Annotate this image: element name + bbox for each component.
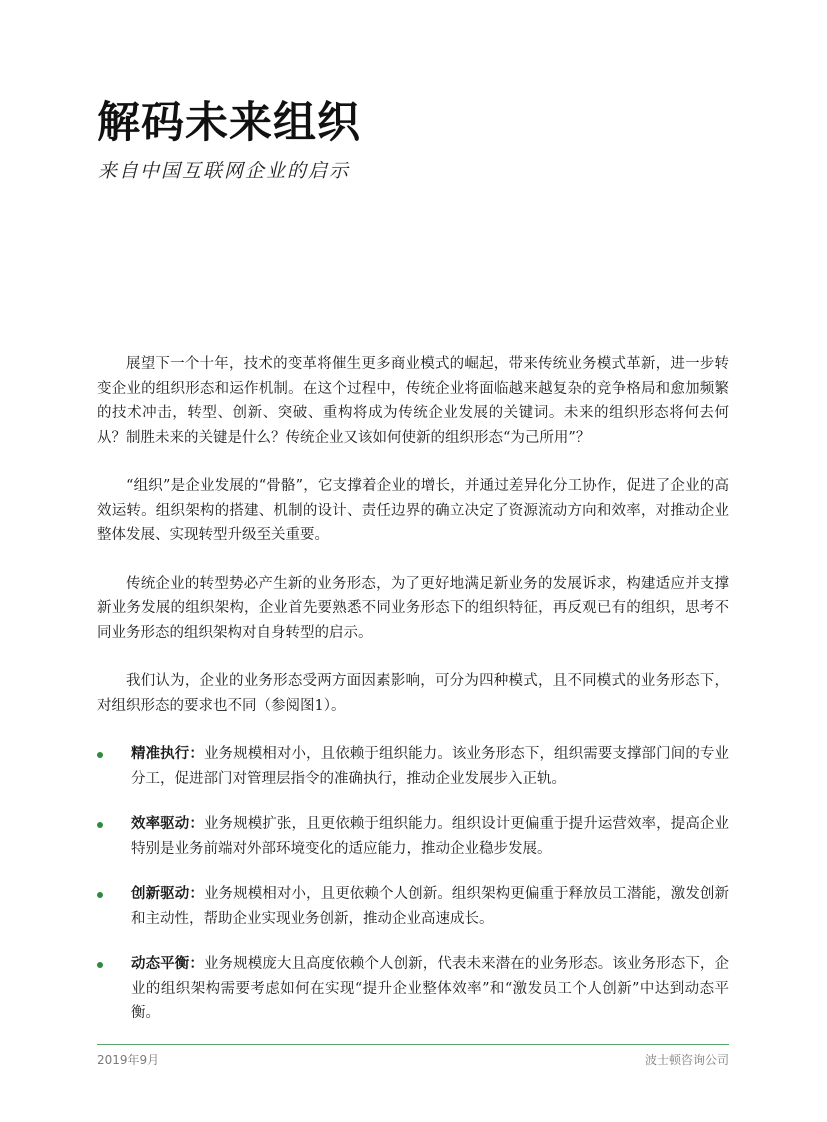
bullet-dot-icon	[97, 822, 103, 828]
bullet-text: 业务规模相对小，且依赖于组织能力。该业务形态下，组织需要支撑部门间的专业分工，促进部门对管理层指令的准确执行，推动企业发展步入正轨。	[131, 746, 729, 787]
paragraph-organization: “组织”是企业发展的“骨骼”，它支撑着企业的增长，并通过差异化分工协作，促进了企业的高效运转。组织架构的搭建、机制的设计、责任边界的确立决定了资源流动方向和效率，对推动企业整体发展、实现转型升级至关重要。	[97, 478, 729, 543]
list-item	[97, 882, 729, 931]
paragraph-intro: 展望下一个十年，技术的变革将催生更多商业模式的崛起，带来传统业务模式革新，进一步转变企业的组织形态和运作机制。在这个过程中，传统企业将面临越来越复杂的竞争格局和愈加频繁的技术冲击，转型、创新、突破、重构将成为传统企业发展的关键词。未来的组织形态将何去何从？制胜未来的关键是什么？传统企业又该如何使新的组织形态“为己所用”？	[97, 356, 729, 446]
page-subtitle: 来自中国互联网企业的启示	[98, 160, 351, 182]
paragraph-four-modes: 我们认为，企业的业务形态受两方面因素影响，可分为四种模式，且不同模式的业务形态下，对组织形态的要求也不同（参阅图1）。	[97, 673, 729, 714]
bullet-text: 业务规模扩张，且更依赖于组织能力。组织设计更偏重于提升运营效率，提高企业特别是业务前端对外部环境变化的适应能力，推动企业稳步发展。	[131, 816, 729, 857]
page-title: 解码未来组织	[97, 98, 361, 148]
bullet-text: 业务规模庞大且高度依赖个人创新，代表未来潜在的业务形态。该业务形态下，企业的组织架构需要考虑如何在实现“提升企业整体效率”和“激发员工个人创新”中达到动态平衡。	[131, 956, 729, 1021]
bullet-term: 效率驱动：	[131, 815, 204, 832]
list-item	[97, 812, 729, 861]
bullet-dot-icon	[97, 962, 103, 968]
footer-company: 波士顿咨询公司	[644, 1053, 729, 1067]
footer-date: 2019年9月	[97, 1053, 160, 1067]
body-content	[97, 352, 729, 1047]
bullet-dot-icon	[97, 892, 103, 898]
list-item	[97, 742, 729, 791]
list-item	[97, 952, 729, 1026]
bullet-text: 业务规模相对小，且更依赖个人创新。组织架构更偏重于释放员工潜能，激发创新和主动性，帮助企业实现业务创新，推动企业高速成长。	[131, 886, 729, 927]
paragraph-transformation: 传统企业的转型势必产生新的业务形态，为了更好地满足新业务的发展诉求，构建适应并支撑新业务发展的组织架构，企业首先要熟悉不同业务形态下的组织特征，再反观已有的组织，思考不同业务形态的组织架构对自身转型的启示。	[97, 575, 729, 641]
mode-list	[97, 742, 729, 1026]
bullet-term: 精准执行：	[131, 745, 204, 762]
bullet-term: 动态平衡：	[131, 955, 204, 972]
bullet-term: 创新驱动：	[131, 885, 204, 902]
footer-divider	[97, 1044, 729, 1045]
bullet-dot-icon	[97, 752, 103, 758]
